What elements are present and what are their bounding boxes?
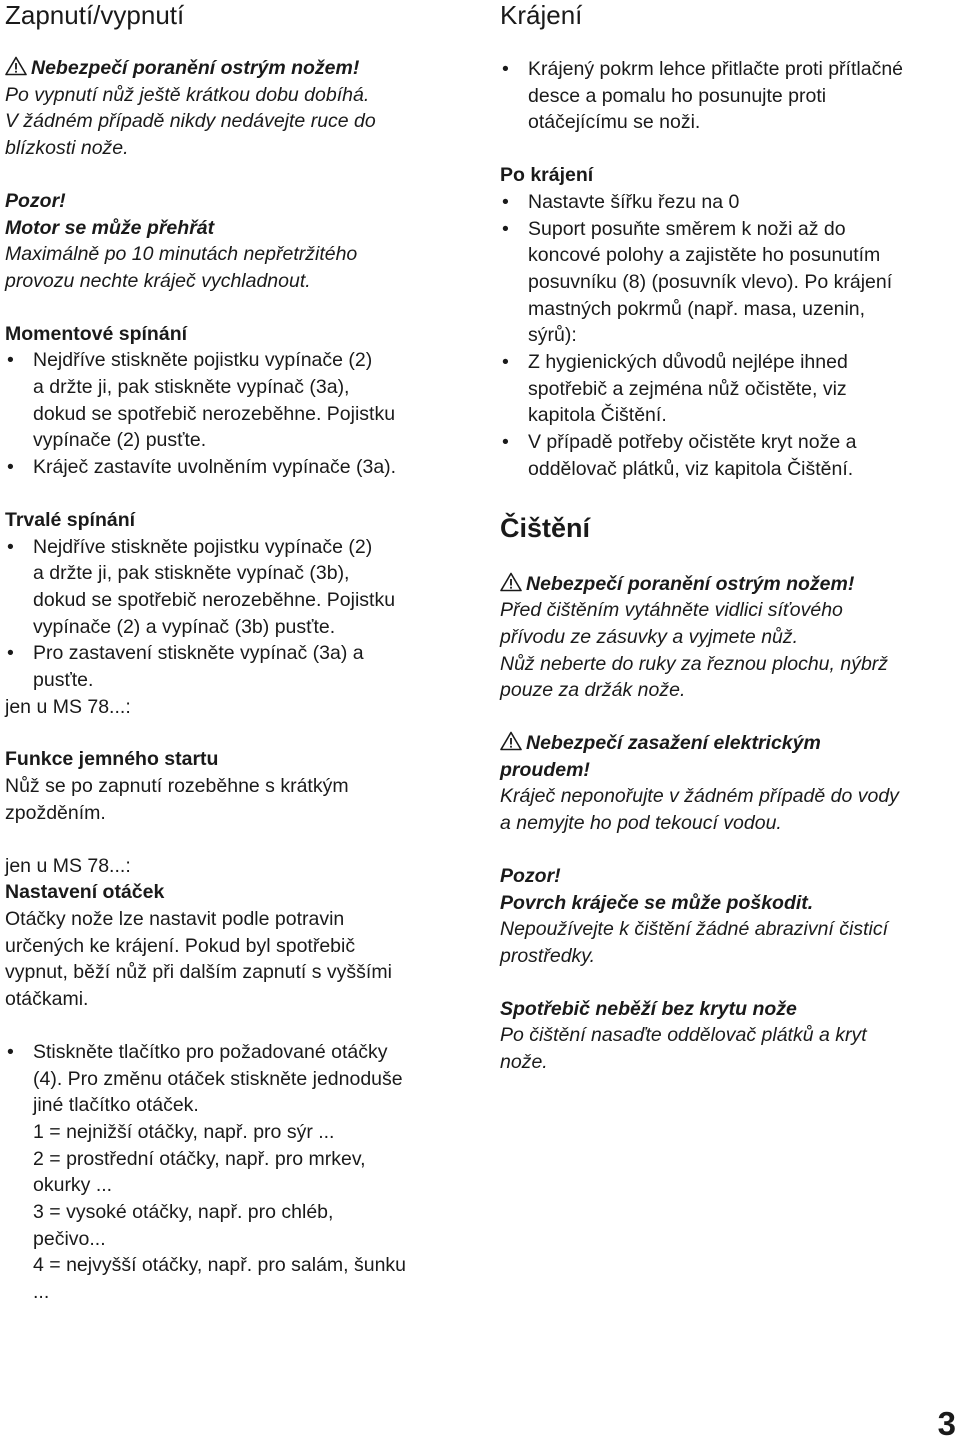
section-heading-zapnuti: Zapnutí/vypnutí (5, 0, 185, 30)
caution-text-line: provozu nechte kráječ vychladnout. (5, 269, 311, 292)
warning-triangle-icon (500, 572, 522, 592)
warning-triangle-icon (5, 56, 27, 76)
note-title: Spotřebič neběží bez krytu nože (500, 997, 797, 1020)
list-item: • Z hygienických důvodů nejlépe ihned (500, 349, 960, 376)
list-item-continuation: vypínače (2) a vypínač (3b) pusťte. (33, 615, 336, 638)
list-item-continuation: pusťte. (33, 669, 94, 692)
list-item: • Kráječ zastavíte uvolněním vypínače (3a). (5, 454, 470, 481)
list-item-continuation: posuvníku (8) (posuvník vlevo). Po krájení (528, 270, 893, 293)
subsection-title: Trvalé spínání (5, 508, 136, 531)
warning-title: Nebezpečí poranění ostrým nožem! (31, 57, 360, 79)
warning-text-line: blízkosti nože. (5, 137, 129, 160)
warning-block-electric (500, 730, 960, 837)
caution-block-motor (5, 188, 470, 295)
list-item-continuation: okurky ... (33, 1174, 113, 1197)
list-item-continuation: jiné tlačítko otáček. (33, 1094, 199, 1117)
list-item: • Krájený pokrm lehce přitlačte proti přítlačné (500, 56, 960, 83)
subsection-title: Funkce jemného startu (5, 748, 219, 771)
warning-title: Nebezpečí poranění ostrým nožem! (526, 572, 855, 595)
body-text-line: otáčkami. (5, 988, 89, 1011)
page-number: 3 (937, 1405, 956, 1442)
speed-level-2: 2 = prostřední otáčky, např. pro mrkev, (33, 1147, 366, 1170)
left-column (5, 0, 470, 1306)
subsection-title: Nastavení otáček (5, 881, 165, 904)
subsection-title: Momentové spínání (5, 322, 188, 345)
note-text-line: nože. (500, 1051, 548, 1074)
model-note: jen u MS 78...: (5, 854, 131, 877)
list-item-continuation: dokud se spotřebič nerozeběhne. Pojistku (33, 402, 396, 425)
section-trvale-spinani (5, 507, 470, 721)
warning-text-line: V žádném případě nikdy nedávejte ruce do (5, 110, 376, 133)
warning-text-line: pouze za držák nože. (500, 679, 686, 702)
warning-block-knife-cleaning (500, 571, 960, 705)
list-item-continuation: mastných pokrmů (např. masa, uzenin, (528, 297, 866, 320)
list-item: • Nejdříve stiskněte pojistku vypínače (2) (5, 347, 470, 374)
list-item-continuation: oddělovač plátků, viz kapitola Čištění. (528, 457, 854, 480)
body-text-line: Otáčky nože lze nastavit podle potravin (5, 907, 345, 930)
warning-block-knife (5, 55, 470, 162)
list-item-continuation: a držte ji, pak stiskněte vypínač (3b), (33, 562, 350, 585)
list-item: • Nejdříve stiskněte pojistku vypínače (2) (5, 534, 470, 561)
section-nastaveni-otacek (5, 853, 470, 1306)
list-item-continuation: ... (33, 1281, 50, 1304)
section-po-krajeni (500, 162, 960, 482)
list-item: • Nastavte šířku řezu na 0 (500, 189, 960, 216)
caution-subtitle: Povrch kráječe se může poškodit. (500, 891, 814, 914)
body-text-line: určených ke krájení. Pokud byl spotřebič (5, 934, 356, 957)
caution-subtitle: Motor se může přehřát (5, 216, 215, 239)
section-heading-cisteni: Čištění (500, 512, 591, 543)
right-column (500, 0, 960, 1076)
list-item-continuation: otáčejícímu se noži. (528, 111, 701, 134)
warning-title-continuation: proudem! (500, 758, 590, 781)
list-item: • Stiskněte tlačítko pro požadované otáčky (5, 1039, 470, 1066)
speed-level-4: 4 = nejvyšší otáčky, např. pro salám, šunku (33, 1254, 407, 1277)
body-text-line: vypnut, běží nůž při dalším zapnutí s vyššími (5, 961, 392, 984)
caution-text-line: Nepoužívejte k čištění žádné abrazivní čisticí (500, 918, 889, 941)
caution-title: Pozor! (500, 864, 561, 887)
body-text-line: Nůž se po zapnutí rozeběhne s krátkým (5, 775, 349, 798)
warning-text-line: Po vypnutí nůž ještě krátkou dobu dobíhá. (5, 83, 370, 106)
list-item: • Pro zastavení stiskněte vypínač (3a) a (5, 640, 470, 667)
warning-text-line: a nemyjte ho pod tekoucí vodou. (500, 812, 782, 835)
subsection-title: Po krájení (500, 164, 594, 187)
list-item: • V případě potřeby očistěte kryt nože a (500, 429, 960, 456)
warning-triangle-icon (500, 731, 522, 751)
body-text-line: zpožděním. (5, 801, 106, 824)
model-note: jen u MS 78...: (5, 695, 131, 718)
section-momentove-spinani (5, 321, 470, 481)
list-item-continuation: pečivo... (33, 1227, 106, 1250)
note-block-cover (500, 996, 960, 1076)
caution-title: Pozor! (5, 189, 66, 212)
warning-text-line: Nůž neberte do ruky za řeznou plochu, nýbrž (500, 652, 889, 675)
warning-text-line: přívodu ze zásuvky a vyjmete nůž. (500, 625, 799, 648)
note-text-line: Po čištění nasaďte oddělovač plátků a kryt (500, 1024, 867, 1047)
speed-level-3: 3 = vysoké otáčky, např. pro chléb, (33, 1201, 334, 1224)
list-item-continuation: vypínače (2) pusťte. (33, 429, 207, 452)
list-item: • Suport posuňte směrem k noži až do (500, 216, 960, 243)
speed-level-1: 1 = nejnižší otáčky, např. pro sýr ... (33, 1120, 335, 1143)
list-item-continuation: sýrů): (528, 324, 577, 347)
section-heading-krajeni: Krájení (500, 0, 583, 30)
section-krajeni (500, 56, 960, 136)
list-item-continuation: desce a pomalu ho posunujte proti (528, 84, 827, 107)
list-item-continuation: kapitola Čištění. (528, 404, 667, 427)
list-item-continuation: dokud se spotřebič nerozeběhne. Pojistku (33, 588, 396, 611)
list-item-continuation: a držte ji, pak stiskněte vypínač (3a), (33, 376, 350, 399)
warning-text-line: Před čištěním vytáhněte vidlici síťového (500, 599, 843, 622)
warning-text-line: Kráječ neponořujte v žádném případě do vody (500, 785, 899, 808)
caution-block-surface (500, 863, 960, 970)
caution-text-line: prostředky. (500, 944, 596, 967)
section-jemny-start (5, 746, 470, 826)
warning-title: Nebezpečí zasažení elektrickým (526, 732, 821, 755)
list-item-continuation: spotřebič a zejména nůž očistěte, viz (528, 377, 847, 400)
list-item-continuation: koncové polohy a zajistěte ho posunutím (528, 244, 881, 267)
caution-text-line: Maximálně po 10 minutách nepřetržitého (5, 243, 358, 266)
list-item-continuation: (4). Pro změnu otáček stiskněte jednoduše (33, 1067, 403, 1090)
